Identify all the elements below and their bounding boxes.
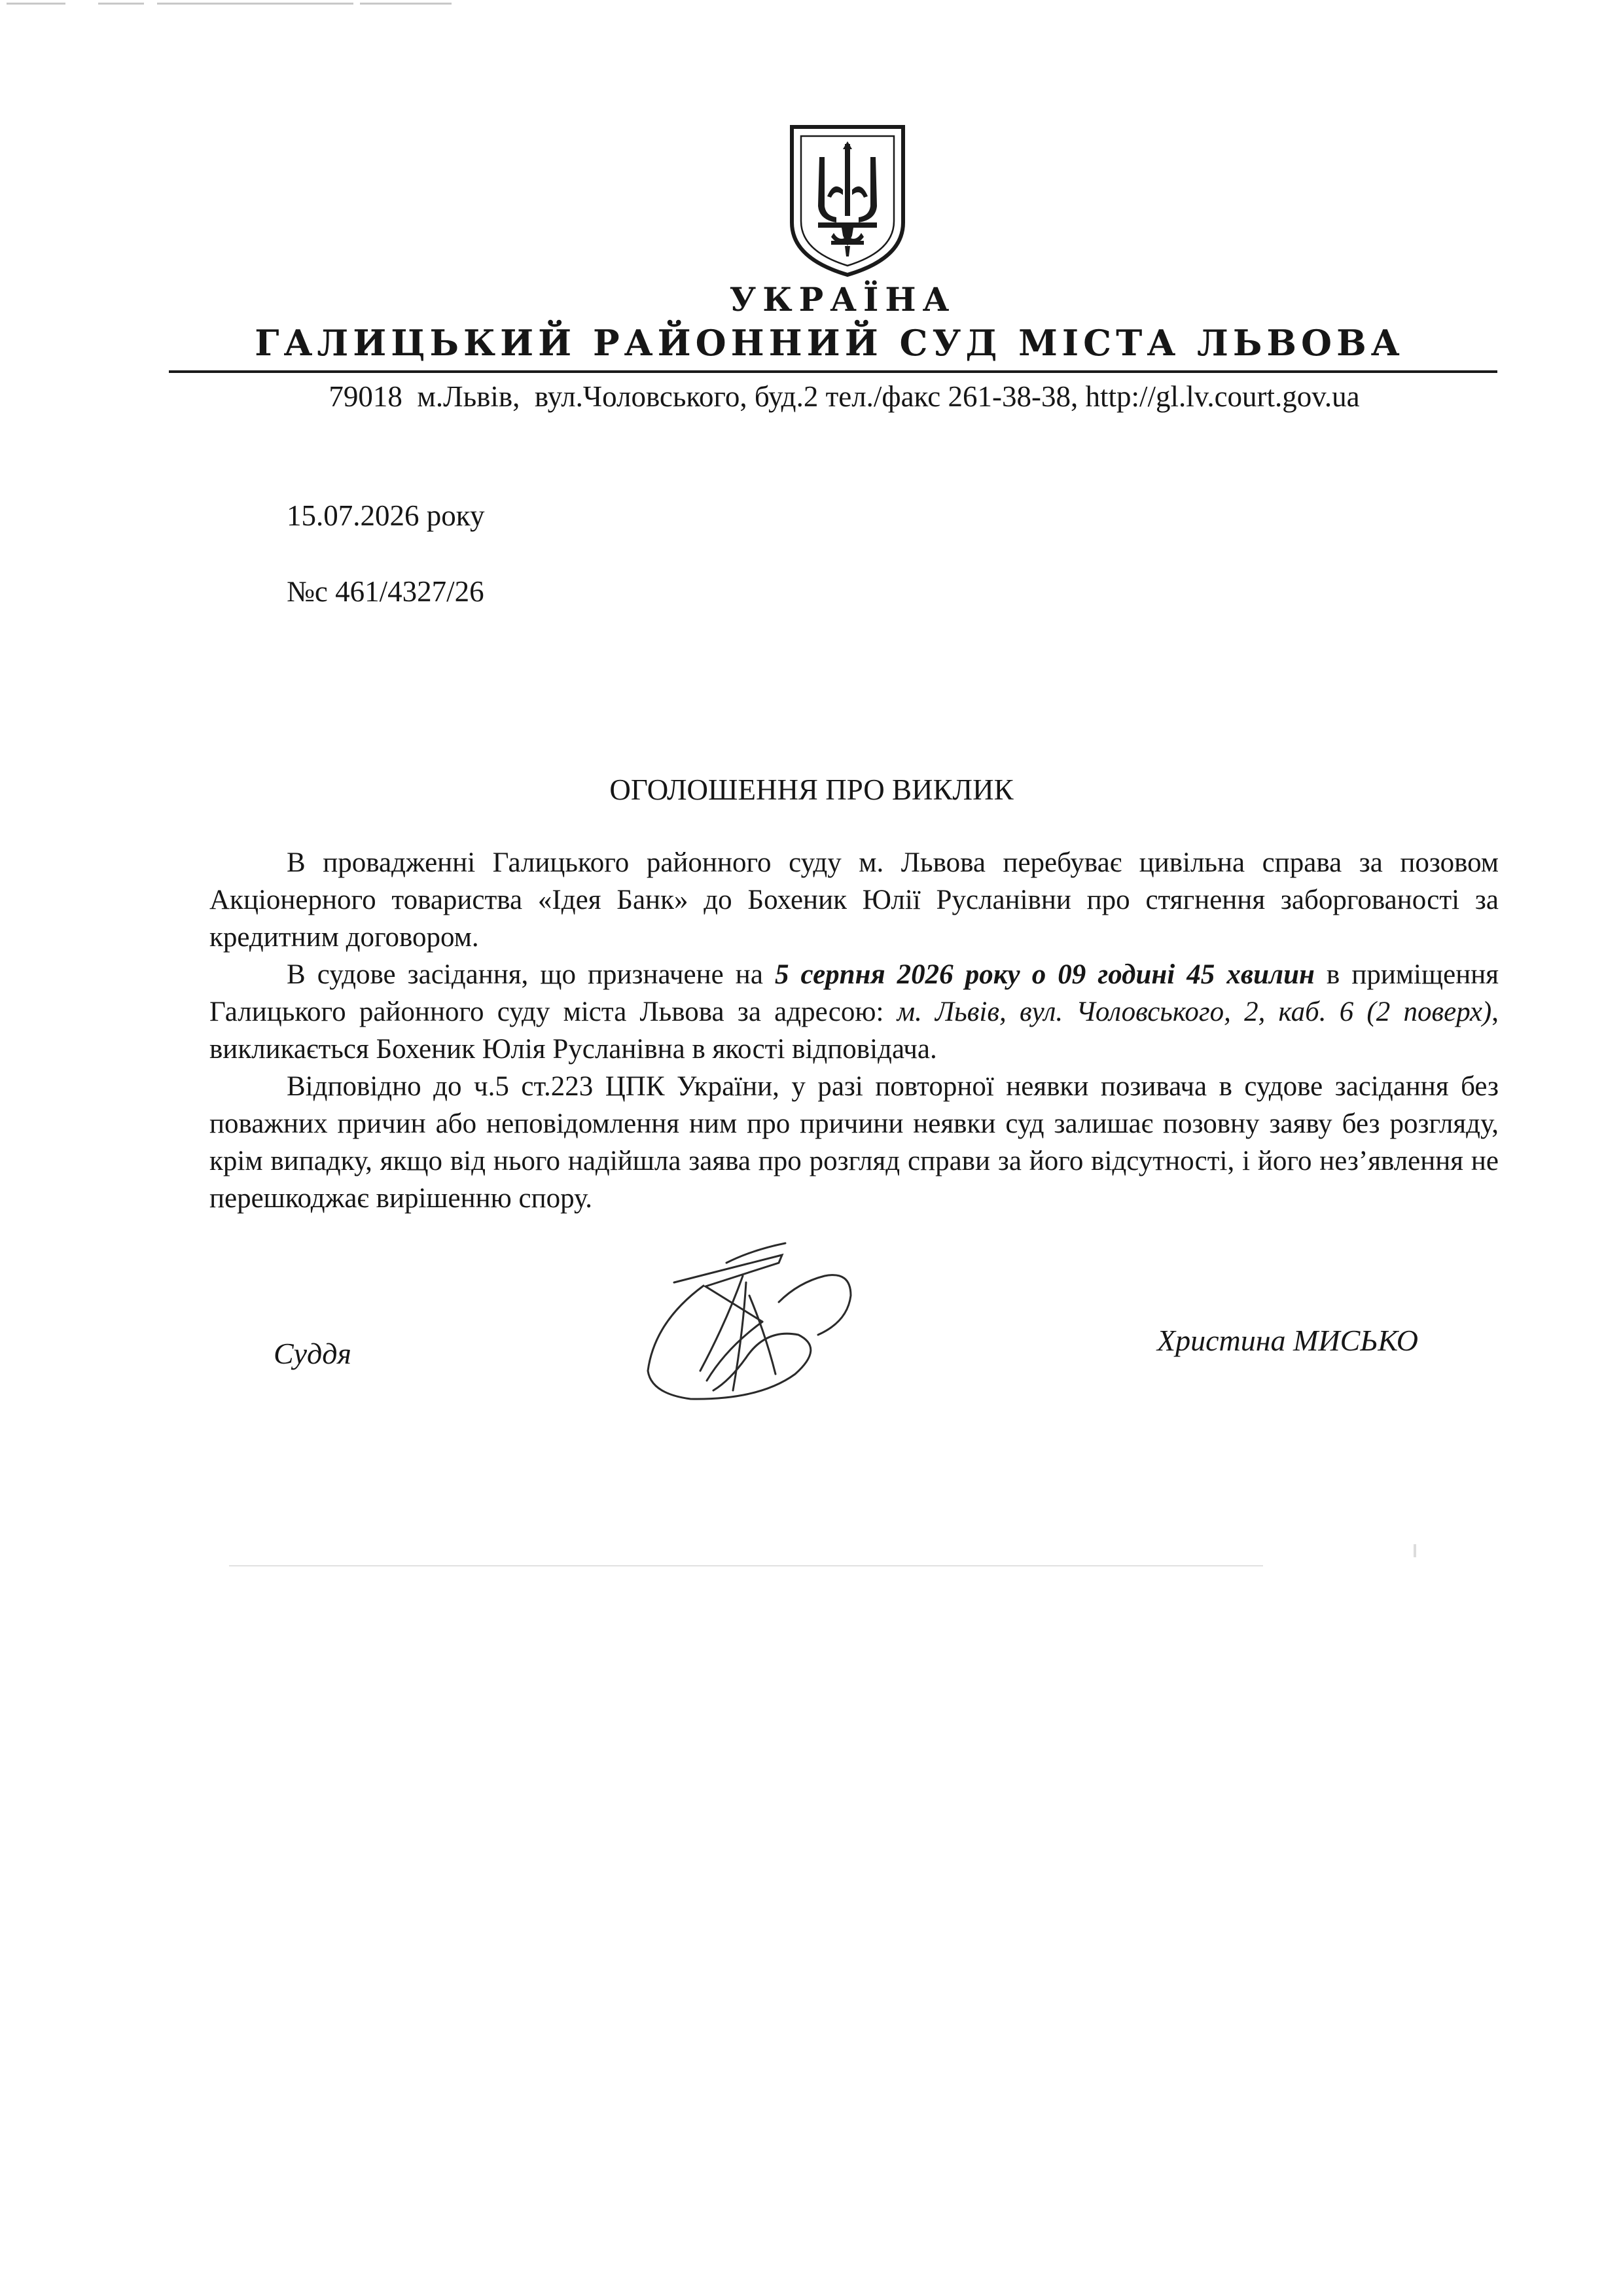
scan-artifact-mark [157,3,353,5]
document-date: 15.07.2026 року [287,499,485,532]
scan-artifact-mark [7,3,65,5]
header-rule [169,370,1497,373]
summons-text-middle: в приміщення Галицького районного суду міста Львова за адресою: [209,959,1499,1027]
court-name-heading: ГАЛИЦЬКИЙ РАЙОННИЙ СУД МІСТА ЛЬВОВА [255,322,1404,364]
country-heading: УКРАЇНА [729,280,956,319]
judge-name: Христина МИСЬКО [1157,1324,1419,1357]
scan-artifact-mark [98,3,144,5]
scan-artifact-mark [360,3,452,5]
hearing-address: м. Львів, вул. Чоловського, 2, каб. 6 (2 поверх) [897,997,1492,1027]
paragraph-legal-warning: Відповідно до ч.5 ст.223 ЦПК України, у разі повторної неявки позивача в судове засідання без поважних причин або неповідомлення ним про причини неявки суд залишає позовну заяву без розгляду, крім випадку, якщо від нього надійшла заява про розгляд справи за його відсутності, і його нез’явлення не перешкоджає вирішенню спору. [209,1071,1499,1214]
scan-artifact-mark [1414,1544,1416,1557]
summons-text-end: , викликається Бохеник Юлія Русланівна в якості відповідача. [209,997,1499,1065]
paragraph-proceedings: В провадженні Галицького районного суду м. Львова перебуває цивільна справа за позовом Акціонерного товариства «Ідея Банк» до Бохеник Юлії Русланівни про стягнення заборгованості за кредитним договором. [209,847,1499,953]
case-number: №с 461/4327/26 [287,575,484,608]
document-body [209,844,1499,1217]
document-title: ОГОЛОШЕННЯ ПРО ВИКЛИК [609,773,1014,806]
paragraph-summons [209,956,1499,1068]
hearing-datetime: 5 серпня 2026 року о 09 годині 45 хвилин [774,959,1315,990]
summons-text-start: В судове засідання, що призначене на [287,959,775,990]
trident-emblem-icon [779,118,916,281]
court-address-line: 79018 м.Львів, вул.Чоловського, буд.2 тел./факс 261-38-38, http://gl.lv.court.gov.ua [329,380,1360,413]
scan-artifact-mark [229,1565,1263,1566]
handwritten-signature-icon [628,1224,890,1439]
judge-label: Суддя [274,1337,351,1370]
